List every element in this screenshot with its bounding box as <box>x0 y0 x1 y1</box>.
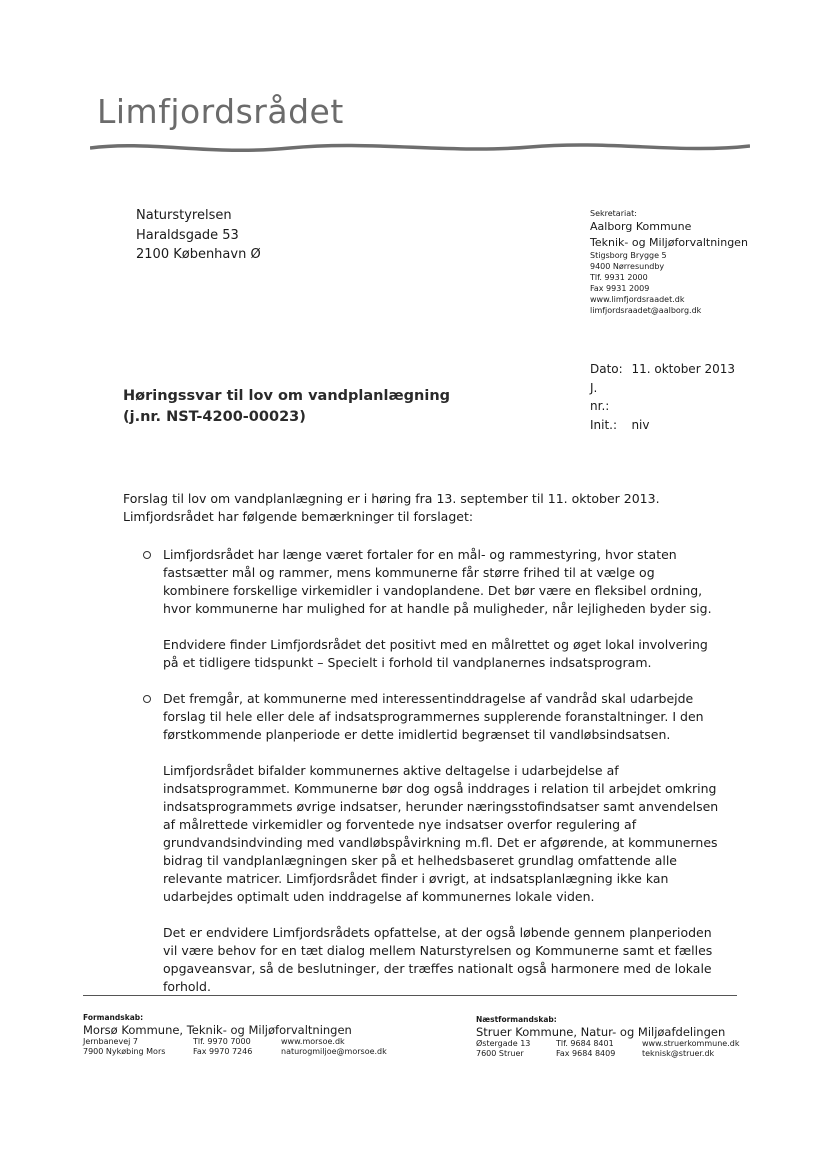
footer-right-phone: Tlf. 9684 8401 <box>556 1039 614 1048</box>
init-label: Init.: <box>590 417 618 432</box>
bullet-1-paragraph-1: Limfjordsrådet har længe været fortaler for en mål- og rammestyring, hvor staten fastsætter mål og rammer, mens kommunerne får større frihed til at vælge og kombinere forskellige virkemidler i vandoplandene. Det bør være en fleksibel ordning, hvor kommunerne har mulighed for at handle på muligheder, når lejligheden byder sig. <box>163 547 712 616</box>
footer-right-label: Næstformandskab: <box>476 1015 557 1024</box>
bullet-icon <box>143 695 151 703</box>
footer-left-street: Jernbanevej 7 <box>83 1037 138 1046</box>
secretariat-block <box>590 208 748 316</box>
letter-body <box>123 490 723 1014</box>
footer-left-fax: Fax 9970 7246 <box>193 1047 253 1056</box>
footer-right-web: www.struerkommune.dk <box>642 1039 740 1048</box>
recipient-address <box>136 206 261 265</box>
bullet-icon <box>143 551 151 559</box>
footer-divider <box>83 995 737 996</box>
date-value: 11. oktober 2013 <box>631 362 735 376</box>
footer-left <box>83 1013 391 1057</box>
bullet-2-paragraph-2: Limfjordsrådet bifalder kommunernes aktive deltagelse i udarbejdelse af indsatsprogrammet. Kommunerne bør dog også inddrages i relation til arbejdet omkring indsatsprogrammets øvrige indsatser, herunder næringsstofindsatser samt anvendelsen af målrettede virkemidler og forventede nye indsatser overfor regulering af grundvandsindvinding med vandløbspåvirkning m.fl. Det er afgørende, at kommunernes bidrag til vandplanlægningen sker på et helhedsbaseret grundlag omfattende alle relevante matricer. Limfjordsrådet finder i øvrigt, at indsatsplanlægning ikke kan udarbejdes optimalt uden inddragelse af kommunernes lokale viden. <box>163 763 719 904</box>
secretariat-fax: Fax 9931 2009 <box>590 284 650 293</box>
subject-heading <box>123 386 450 428</box>
secretariat-email: limfjordsraadet@aalborg.dk <box>590 306 702 315</box>
recipient-city: 2100 København Ø <box>136 247 261 262</box>
footer-left-phone: Tlf. 9970 7000 <box>193 1037 251 1046</box>
footer-right-fax: Fax 9684 8409 <box>556 1049 616 1058</box>
recipient-street: Haraldsgade 53 <box>136 227 239 243</box>
logo-wave-divider <box>90 138 750 158</box>
secretariat-label: Sekretariat: <box>590 209 637 218</box>
secretariat-web: www.limfjordsraadet.dk <box>590 295 685 304</box>
bullet-1-paragraph-2: Endvidere finder Limfjordsrådet det positivt med en målrettet og øget lokal involvering på et tidligere tidspunkt – Specielt i forhold til vandplanernes indsatsprogram. <box>163 637 708 670</box>
document-meta <box>590 360 735 434</box>
footer-left-email: naturogmiljoe@morsoe.dk <box>281 1047 387 1056</box>
bullet-2-paragraph-1: Det fremgår, at kommunerne med interessentinddragelse af vandråd skal udarbejde forslag til hele eller dele af indsatsprogrammernes supplerende foranstaltninger. I den førstkommende planperiode er dette imidlertid begrænset til vandløbsindsatsen. <box>163 691 704 742</box>
footer-right-street: Østergade 13 <box>476 1039 531 1048</box>
subject-line-2: (j.nr. NST-4200-00023) <box>123 409 306 425</box>
secretariat-phone: Tlf. 9931 2000 <box>590 273 648 282</box>
bullet-item-1 <box>123 546 723 672</box>
bullet-item-2 <box>123 690 723 996</box>
footer-left-label: Formandskab: <box>83 1013 144 1022</box>
date-label: Dato: <box>590 362 623 376</box>
secretariat-org: Aalborg Kommune <box>590 220 692 233</box>
footer-left-web: www.morsoe.dk <box>281 1037 345 1046</box>
secretariat-city: 9400 Nørresundby <box>590 262 665 271</box>
intro-paragraph: Forslag til lov om vandplanlægning er i høring fra 13. september til 11. oktober 2013. Limfjordsrådet har følgende bemærkninger til forslaget: <box>123 491 660 524</box>
jnr-label: J. nr.: <box>590 380 610 413</box>
subject-line-1: Høringssvar til lov om vandplanlægning <box>123 388 451 404</box>
recipient-name: Naturstyrelsen <box>136 208 232 223</box>
secretariat-street: Stigsborg Brygge 5 <box>590 251 667 260</box>
bullet-2-paragraph-3: Det er endvidere Limfjordsrådets opfattelse, at der også løbende gennem planperioden vil være behov for en tæt dialog mellem Naturstyrelsen og Kommunerne samt et fælles opgaveansvar, så de beslutninger, der træffes nationalt også harmonere med de lokale forhold. <box>163 925 713 994</box>
footer-left-city: 7900 Nykøbing Mors <box>83 1047 166 1056</box>
footer-right-email: teknisk@struer.dk <box>642 1049 715 1058</box>
init-value: niv <box>631 417 650 432</box>
footer-right-city: 7600 Struer <box>476 1049 524 1058</box>
secretariat-dept: Teknik- og Miljøforvaltningen <box>590 235 748 249</box>
footer-right-org: Struer Kommune, Natur- og Miljøafdelingen <box>476 1025 726 1039</box>
footer-left-org: Morsø Kommune, Teknik- og Miljøforvaltningen <box>83 1023 352 1037</box>
logo-text: Limfjordsrådet <box>97 92 344 131</box>
footer-right <box>476 1015 752 1059</box>
